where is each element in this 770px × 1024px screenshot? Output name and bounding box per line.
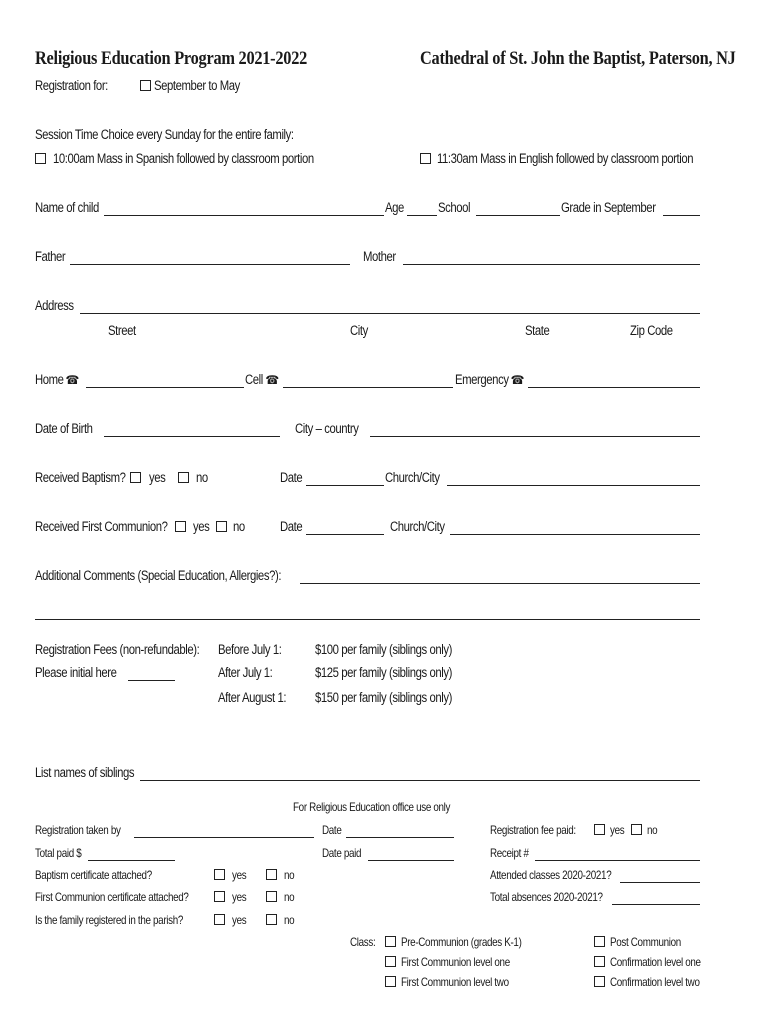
pre-communion-checkbox[interactable] (385, 936, 396, 947)
comments-field[interactable] (300, 583, 700, 584)
spanish-mass-label: 10:00am Mass in Spanish followed by classroom portion (53, 151, 314, 166)
baptism-cert-no-checkbox[interactable] (266, 869, 277, 880)
office-date-label: Date (322, 823, 342, 837)
post-communion-checkbox[interactable] (594, 936, 605, 947)
baptism-yes-label: yes (149, 470, 166, 485)
baptism-church-label: Church/City (385, 470, 440, 485)
cell-phone-field[interactable] (283, 387, 453, 388)
age-field[interactable] (407, 215, 437, 216)
dob-field[interactable] (104, 436, 280, 437)
zip-label: Zip Code (630, 323, 673, 338)
class-label: Class: (350, 935, 376, 949)
baptism-no-label: no (196, 470, 208, 485)
comments-label: Additional Comments (Special Education, Allergies?): (35, 568, 282, 583)
fee-paid-yes-label: yes (610, 823, 625, 837)
baptism-date-field[interactable] (306, 485, 384, 486)
school-label: School (438, 200, 471, 215)
receipt-label: Receipt # (490, 846, 529, 860)
first-communion-two-checkbox[interactable] (385, 976, 396, 987)
date-paid-field[interactable] (368, 860, 454, 861)
fee-amount: $125 per family (siblings only) (315, 665, 452, 680)
first-communion-one-checkbox[interactable] (385, 956, 396, 967)
spanish-mass-checkbox[interactable] (35, 153, 46, 164)
home-phone-field[interactable] (86, 387, 244, 388)
receipt-field[interactable] (535, 860, 700, 861)
office-heading: For Religious Education office use only (293, 800, 451, 814)
parish-registered-no-checkbox[interactable] (266, 914, 277, 925)
baptism-cert-yes-label: yes (232, 868, 247, 882)
total-paid-field[interactable] (88, 860, 175, 861)
city-label: City (350, 323, 368, 338)
communion-date-label: Date (280, 519, 303, 534)
baptism-cert-yes-checkbox[interactable] (214, 869, 225, 880)
communion-cert-no-checkbox[interactable] (266, 891, 277, 902)
class-option-label: Confirmation level one (610, 955, 701, 969)
communion-church-label: Church/City (390, 519, 445, 534)
fee-amount: $100 per family (siblings only) (315, 642, 452, 657)
baptism-cert-no-label: no (284, 868, 295, 882)
confirmation-one-checkbox[interactable] (594, 956, 605, 967)
street-label: Street (108, 323, 136, 338)
child-name-field[interactable] (104, 215, 384, 216)
child-name-label: Name of child (35, 200, 99, 215)
address-label: Address (35, 298, 74, 313)
communion-church-field[interactable] (450, 534, 700, 535)
attended-label: Attended classes 2020-2021? (490, 868, 612, 882)
phone-icon: ☎ (264, 373, 279, 387)
mother-label: Mother (363, 249, 396, 264)
baptism-date-label: Date (280, 470, 303, 485)
father-label: Father (35, 249, 66, 264)
registration-period-label: September to May (154, 78, 240, 93)
communion-cert-yes-label: yes (232, 890, 247, 904)
fee-paid-no-checkbox[interactable] (631, 824, 642, 835)
parish-registered-label: Is the family registered in the parish? (35, 913, 184, 927)
communion-label: Received First Communion? (35, 519, 168, 534)
age-label: Age (385, 200, 404, 215)
office-date-field[interactable] (346, 837, 454, 838)
parish-registered-no-label: no (284, 913, 295, 927)
fee-paid-label: Registration fee paid: (490, 823, 576, 837)
class-option-label: Post Communion (610, 935, 681, 949)
fee-when: Before July 1: (218, 642, 282, 657)
state-label: State (525, 323, 550, 338)
fee-paid-no-label: no (647, 823, 658, 837)
home-phone-label: Home ☎ (35, 372, 80, 387)
class-option-label: Confirmation level two (610, 975, 700, 989)
class-option-label: First Communion level one (401, 955, 510, 969)
father-field[interactable] (70, 264, 350, 265)
confirmation-two-checkbox[interactable] (594, 976, 605, 987)
parish-name: Cathedral of St. John the Baptist, Paterson, NJ (420, 48, 736, 69)
form-title: Religious Education Program 2021-2022 (35, 48, 308, 69)
communion-cert-yes-checkbox[interactable] (214, 891, 225, 902)
dob-label: Date of Birth (35, 421, 93, 436)
fee-when: After August 1: (218, 690, 287, 705)
communion-date-field[interactable] (306, 534, 384, 535)
fee-paid-yes-checkbox[interactable] (594, 824, 605, 835)
registration-for-label: Registration for: (35, 78, 108, 93)
attended-field[interactable] (620, 882, 700, 883)
parish-registered-yes-label: yes (232, 913, 247, 927)
school-field[interactable] (476, 215, 560, 216)
baptism-yes-checkbox[interactable] (130, 472, 141, 483)
phone-icon: ☎ (510, 373, 525, 387)
comments-field-line-2[interactable] (35, 619, 700, 620)
emergency-phone-label: Emergency ☎ (455, 372, 525, 387)
total-paid-label: Total paid $ (35, 846, 82, 860)
communion-yes-label: yes (193, 519, 210, 534)
communion-cert-no-label: no (284, 890, 295, 904)
phone-icon: ☎ (65, 373, 80, 387)
mother-field[interactable] (403, 264, 700, 265)
taken-by-label: Registration taken by (35, 823, 121, 837)
initial-label: Please initial here (35, 665, 117, 680)
session-heading: Session Time Choice every Sunday for the entire family: (35, 127, 294, 142)
fee-when: After July 1: (218, 665, 273, 680)
fees-label: Registration Fees (non-refundable): (35, 642, 200, 657)
siblings-field[interactable] (140, 780, 700, 781)
fee-amount: $150 per family (siblings only) (315, 690, 452, 705)
class-option-label: Pre-Communion (grades K-1) (401, 935, 522, 949)
baptism-cert-label: Baptism certificate attached? (35, 868, 152, 882)
siblings-label: List names of siblings (35, 765, 135, 780)
parish-registered-yes-checkbox[interactable] (214, 914, 225, 925)
communion-no-label: no (233, 519, 245, 534)
emergency-phone-field[interactable] (528, 387, 700, 388)
baptism-label: Received Baptism? (35, 470, 126, 485)
baptism-no-checkbox[interactable] (178, 472, 189, 483)
absences-label: Total absences 2020-2021? (490, 890, 603, 904)
grade-label: Grade in September (561, 200, 656, 215)
city-country-label: City – country (295, 421, 359, 436)
taken-by-field[interactable] (134, 837, 314, 838)
grade-field[interactable] (663, 215, 700, 216)
september-to-may-checkbox[interactable] (140, 80, 151, 91)
initial-field[interactable] (128, 680, 175, 681)
english-mass-checkbox[interactable] (420, 153, 431, 164)
date-paid-label: Date paid (322, 846, 362, 860)
address-field[interactable] (80, 313, 700, 314)
city-country-field[interactable] (370, 436, 700, 437)
baptism-church-field[interactable] (447, 485, 700, 486)
cell-phone-label: Cell ☎ (245, 372, 279, 387)
english-mass-label: 11:30am Mass in English followed by classroom portion (437, 151, 694, 166)
communion-yes-checkbox[interactable] (175, 521, 186, 532)
communion-cert-label: First Communion certificate attached? (35, 890, 189, 904)
communion-no-checkbox[interactable] (216, 521, 227, 532)
class-option-label: First Communion level two (401, 975, 509, 989)
absences-field[interactable] (612, 904, 700, 905)
